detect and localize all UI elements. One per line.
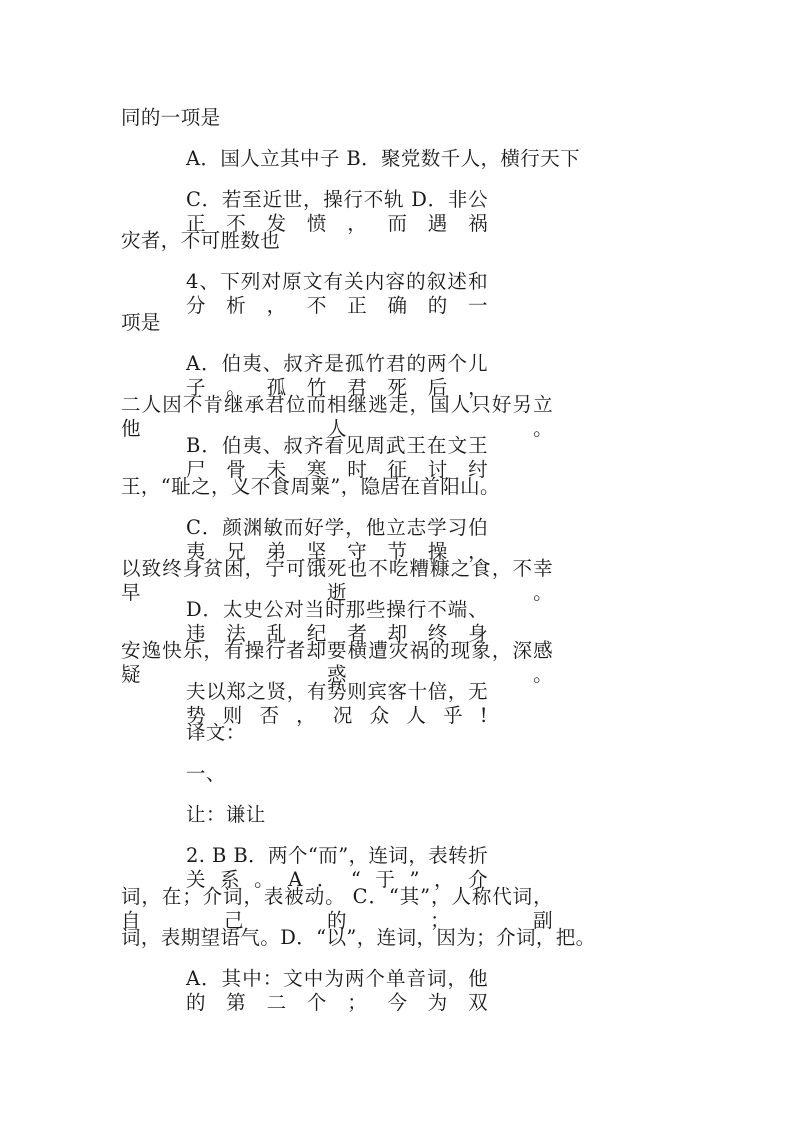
text-line: 同的一项是: [121, 106, 221, 129]
text-line: C．若至近世，操行不轨 D．非公正不发愤，而遇祸: [186, 188, 488, 235]
text-line: 一、: [186, 762, 226, 785]
text-line: 译文：: [186, 721, 246, 744]
text-line: 王，“耻之，义不食周粟”，隐居在首阳山。: [121, 475, 500, 498]
text-line: 夫以郑之贤，有势则宾客十倍，无势则否，况众人乎!: [186, 680, 488, 727]
text-line: A．其中：文中为两个单音词，他的第二个；今为双: [186, 967, 488, 1014]
text-line: D．太史公对当时那些操行不端、违法乱纪者却终身: [186, 598, 488, 645]
text-line: 让：谦让: [186, 803, 266, 826]
text-line: 2. B B．两个“而”，连词，表转折关系。A．“于”，介: [186, 844, 488, 891]
text-line: 4、下列对原文有关内容的叙述和分析，不正确的一: [186, 270, 488, 317]
text-line: 安逸快乐，有操行者却要横遭灾祸的现象，深感疑惑。: [121, 639, 553, 686]
text-line: 以致终身贫困，宁可饿死也不吃糟糠之食，不幸早逝。: [121, 557, 553, 604]
text-line: 项是: [121, 311, 161, 334]
text-line: C．颜渊敏而好学，他立志学习伯夷兄弟坚守节操，: [186, 516, 488, 563]
text-line: 词，表期望语气。D．“以”，连词，因为；介词，把。: [121, 926, 596, 949]
text-line: B．伯夷、叔齐看见周武王在文王尸骨未寒时征讨纣: [186, 434, 488, 481]
text-line: 词，在；介词，表被动。 C．“其”，人称代词，自己的；副: [121, 885, 553, 932]
text-line: A．国人立其中子 B．聚党数千人，横行天下: [186, 147, 581, 170]
text-line: 二人因不肯继承君位而相继逃走，国人只好另立他人。: [121, 393, 553, 440]
text-line: 灾者，不可胜数也: [121, 229, 281, 252]
text-line: A．伯夷、叔齐是孤竹君的两个儿子。孤竹君死后，: [186, 352, 488, 399]
